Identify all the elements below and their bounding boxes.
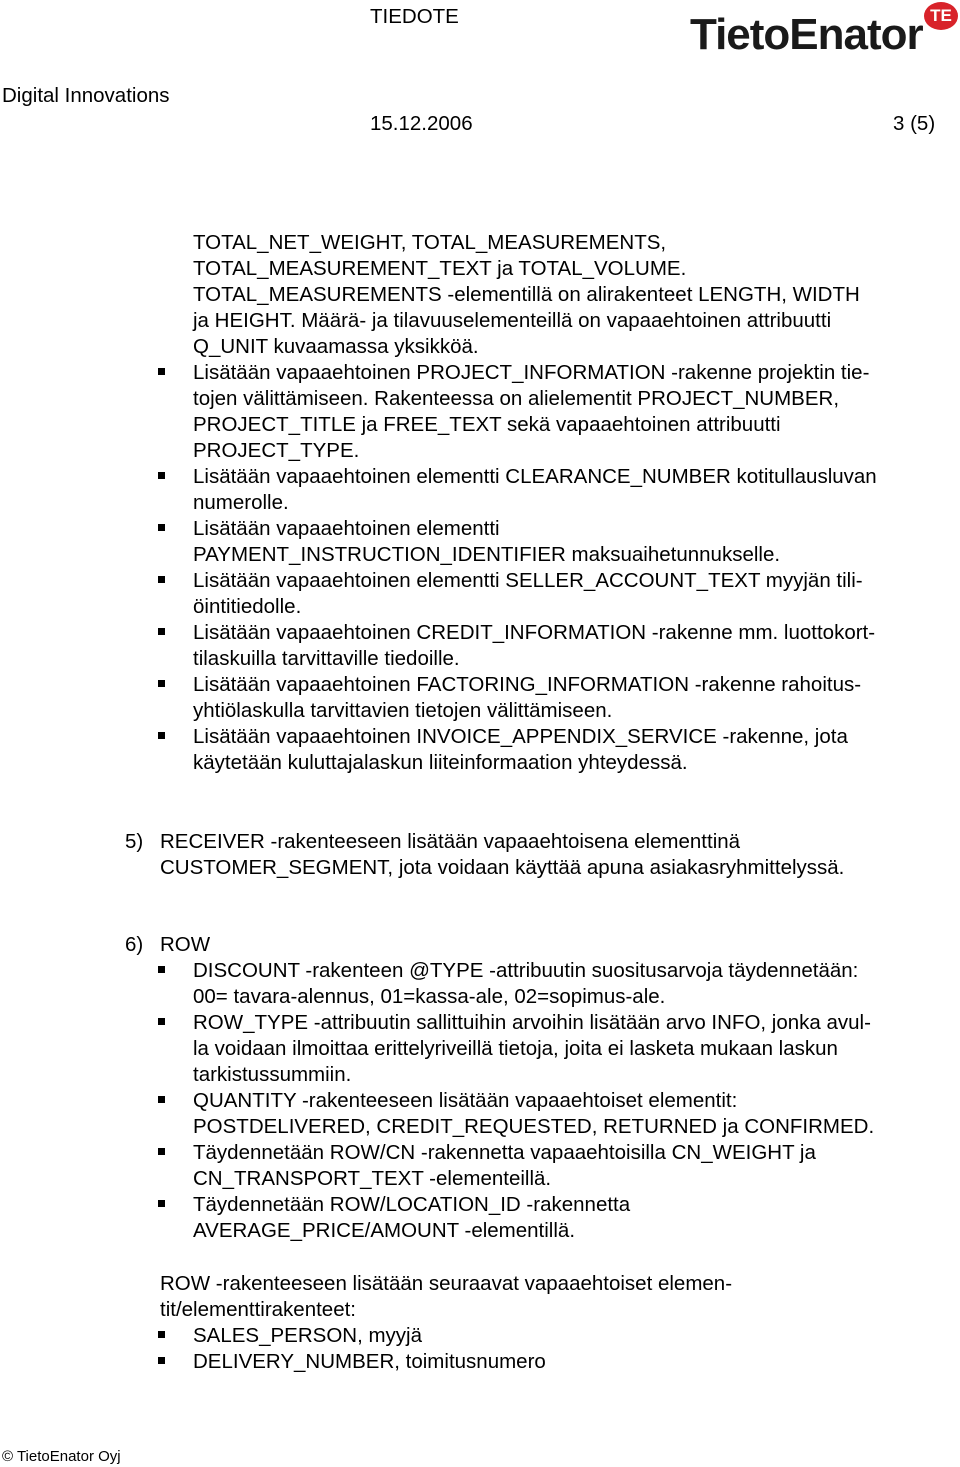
document-type: TIEDOTE <box>370 5 459 28</box>
bullet-text-line: AVERAGE_PRICE/AMOUNT -elementillä. <box>193 1219 576 1242</box>
square-bullet-icon <box>158 1357 165 1364</box>
bullet-text-line: Lisätään vapaaehtoinen CREDIT_INFORMATION -rakenne mm. luottokort- <box>193 621 876 644</box>
square-bullet-icon <box>158 576 165 583</box>
square-bullet-icon <box>158 1096 165 1103</box>
square-bullet-icon <box>158 524 165 531</box>
bullet-text-line: Lisätään vapaaehtoinen elementti CLEARANCE_NUMBER kotitullausluvan <box>193 465 877 488</box>
footer-copyright: © TietoEnator Oyj <box>2 1448 121 1465</box>
bullet-text-line: tarkistussummiin. <box>193 1063 352 1086</box>
bullet-text-line: Lisätään vapaaehtoinen elementti SELLER_ACCOUNT_TEXT myyjän tili- <box>193 569 863 592</box>
square-bullet-icon <box>158 732 165 739</box>
section-number: 6) <box>125 933 144 956</box>
bullet-text-line: Lisätään vapaaehtoinen INVOICE_APPENDIX_SERVICE -rakenne, jota <box>193 725 848 748</box>
square-bullet-icon <box>158 472 165 479</box>
square-bullet-icon <box>158 1331 165 1338</box>
bullet-text-line: PAYMENT_INSTRUCTION_IDENTIFIER maksuaihetunnukselle. <box>193 543 781 566</box>
bullet-text-line: DISCOUNT -rakenteen @TYPE -attribuutin suositusarvoja täydennetään: <box>193 959 859 982</box>
square-bullet-icon <box>158 368 165 375</box>
section-text-line: CUSTOMER_SEGMENT, jota voidaan käyttää apuna asiakasryhmittelyssä. <box>160 856 845 879</box>
bullet-text-line: Lisätään vapaaehtoinen elementti <box>193 517 500 540</box>
bullet-text-line: Lisätään vapaaehtoinen FACTORING_INFORMATION -rakenne rahoitus- <box>193 673 862 696</box>
bullet-text-line: ROW_TYPE -attribuutin sallittuihin arvoihin lisätään arvo INFO, jonka avul- <box>193 1011 871 1034</box>
intro-text-line: TOTAL_NET_WEIGHT, TOTAL_MEASUREMENTS, <box>193 231 667 254</box>
bullet-text-line: öintitiedolle. <box>193 595 302 618</box>
bullet-text-line: PROJECT_TYPE. <box>193 439 360 462</box>
bullet-text-line: CN_TRANSPORT_TEXT -elementeillä. <box>193 1167 552 1190</box>
square-bullet-icon <box>158 1200 165 1207</box>
square-bullet-icon <box>158 1148 165 1155</box>
section-title: ROW <box>160 933 211 956</box>
bullet-text-line: 00= tavara-alennus, 01=kassa-ale, 02=sopimus-ale. <box>193 985 666 1008</box>
bullet-text-line: SALES_PERSON, myyjä <box>193 1324 422 1347</box>
bullet-text-line: DELIVERY_NUMBER, toimitusnumero <box>193 1350 546 1373</box>
intro-text-line: TOTAL_MEASUREMENT_TEXT ja TOTAL_VOLUME. <box>193 257 687 280</box>
section-number: 5) <box>125 830 144 853</box>
bullet-text-line: la voidaan ilmoittaa erittelyriveillä tietoja, joita ei lasketa mukaan laskun <box>193 1037 838 1060</box>
department-name: Digital Innovations <box>2 84 170 107</box>
paragraph-text-line: ROW -rakenteeseen lisätään seuraavat vapaaehtoiset elemen- <box>160 1272 733 1295</box>
bullet-text-line: yhtiölaskulla tarvittavien tietojen välittämiseen. <box>193 699 613 722</box>
bullet-text-line: POSTDELIVERED, CREDIT_REQUESTED, RETURNED ja CONFIRMED. <box>193 1115 875 1138</box>
bullet-text-line: QUANTITY -rakenteeseen lisätään vapaaehtoiset elementit: <box>193 1089 738 1112</box>
bullet-text-line: PROJECT_TITLE ja FREE_TEXT sekä vapaaehtoinen attribuutti <box>193 413 781 436</box>
page-number: 3 (5) <box>893 112 936 135</box>
intro-text-line: TOTAL_MEASUREMENTS -elementillä on alirakenteet LENGTH, WIDTH <box>193 283 860 306</box>
bullet-text-line: tojen välittämiseen. Rakenteessa on alielementit PROJECT_NUMBER, <box>193 387 840 410</box>
tietoenator-logo: TietoEnator <box>690 10 923 59</box>
section-text-line: RECEIVER -rakenteeseen lisätään vapaaehtoisena elementtinä <box>160 830 741 853</box>
bullet-text-line: Täydennetään ROW/LOCATION_ID -rakennetta <box>193 1193 631 1216</box>
bullet-text-line: tilaskuilla tarvittaville tiedoille. <box>193 647 460 670</box>
document-date: 15.12.2006 <box>370 112 473 135</box>
bullet-text-line: Lisätään vapaaehtoinen PROJECT_INFORMATION -rakenne projektin tie- <box>193 361 870 384</box>
square-bullet-icon <box>158 628 165 635</box>
intro-text-line: Q_UNIT kuvaamassa yksikköä. <box>193 335 479 358</box>
intro-text-line: ja HEIGHT. Määrä- ja tilavuuselementeillä on vapaaehtoinen attribuutti <box>193 309 832 332</box>
square-bullet-icon <box>158 680 165 687</box>
te-logo-badge: TE <box>924 2 958 30</box>
square-bullet-icon <box>158 1018 165 1025</box>
square-bullet-icon <box>158 966 165 973</box>
paragraph-text-line: tit/elementtirakenteet: <box>160 1298 356 1321</box>
bullet-text-line: käytetään kuluttajalaskun liiteinformaation yhteydessä. <box>193 751 688 774</box>
bullet-text-line: Täydennetään ROW/CN -rakennetta vapaaehtoisilla CN_WEIGHT ja <box>193 1141 816 1164</box>
bullet-text-line: numerolle. <box>193 491 289 514</box>
